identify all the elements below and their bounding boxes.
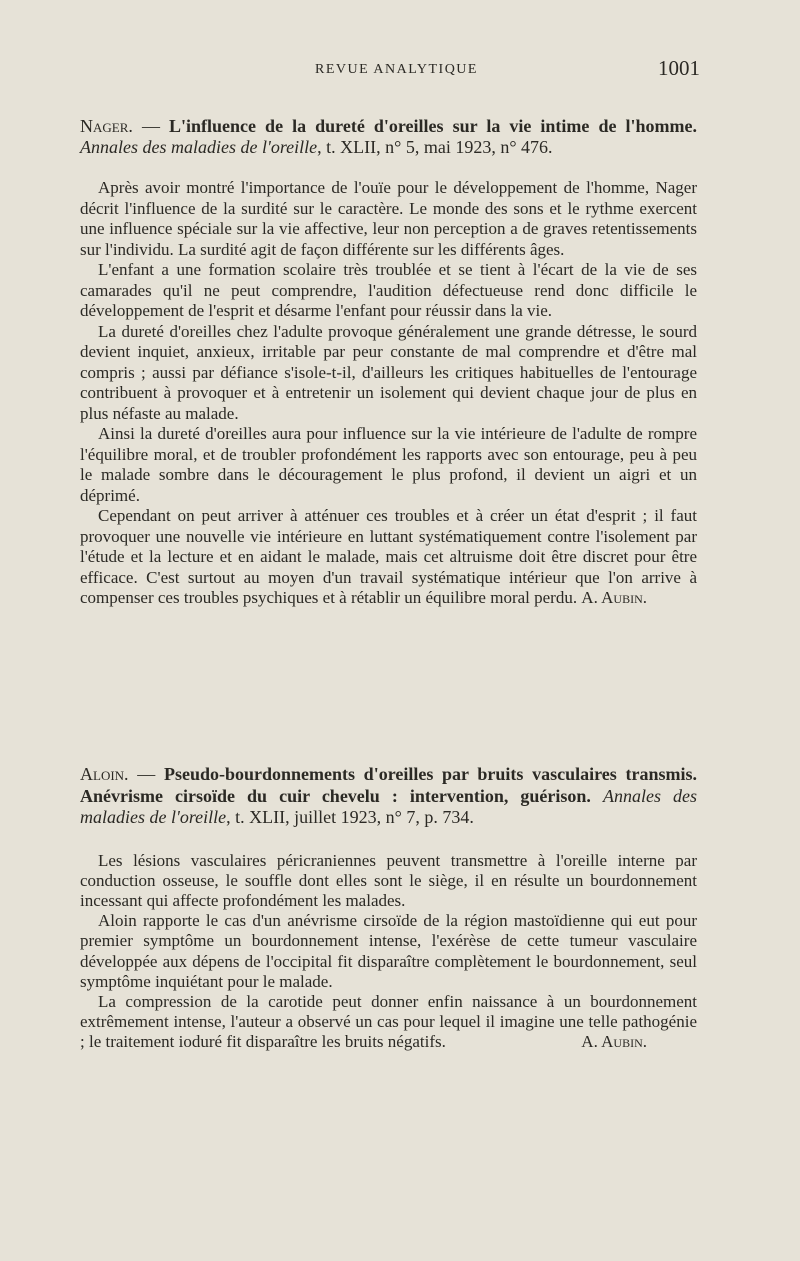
paragraph: Ainsi la dureté d'oreilles aura pour influence sur la vie intérieure de l'adulte de rompre l'équilibre moral, et de troubler profondément les rapports avec son entourage, peu à peu le malade sombre dans le découragement le plus profond, il devient un aigri et un déprimé. bbox=[80, 424, 697, 505]
article-body bbox=[80, 178, 697, 609]
article-nager bbox=[80, 116, 697, 609]
signature: A. Aubin. bbox=[581, 1032, 647, 1052]
running-head-title: REVUE ANALYTIQUE bbox=[315, 62, 478, 77]
paragraph-text: Cependant on peut arriver à atténuer ces troubles et à créer un état d'esprit ; il faut provoquer une nouvelle vie intérieure en luttant systématiquement contre l'isolement par l'étude et la lecture et en aidant le malade, mais cet altruisme doit être discret pour être efficace. C'est surtout au moyen d'un travail systématique intérieur que l'on arrive à compenser ces troubles psychiques et à rétablir un équilibre moral perdu. bbox=[80, 506, 697, 607]
article-author: Aloin. bbox=[80, 764, 129, 784]
page-number: 1001 bbox=[658, 56, 700, 80]
paragraph-last bbox=[80, 992, 697, 1053]
running-head bbox=[0, 56, 800, 86]
journal-name: Annales des maladies de l'oreille bbox=[80, 785, 697, 827]
journal-name: Annales des maladies de l'oreille bbox=[80, 137, 318, 157]
article-heading bbox=[80, 116, 697, 158]
heading-dash: — bbox=[132, 116, 169, 136]
paragraph-last bbox=[80, 506, 697, 609]
citation: , t. XLII, n° 5, mai 1923, n° 476. bbox=[317, 137, 553, 157]
article-title: L'influence de la dureté d'oreilles sur la vie intime de l'homme. bbox=[169, 116, 697, 136]
paragraph: Après avoir montré l'importance de l'ouïe pour le développement de l'homme, Nager décrit l'influence de la surdité sur le caractère. Le monde des sons et le rythme exercent une influence spéciale sur la vie affective, leur non perception a de graves retentissements sur l'individu. La surdité agit de façon différente sur les différents âges. bbox=[80, 178, 697, 259]
article-title: Pseudo-bourdonnements d'oreilles par bruits vasculaires transmis. Anévrisme cirsoïde du cuir chevelu : intervention, guérison. bbox=[80, 764, 697, 806]
article-heading bbox=[80, 764, 697, 829]
article-author: Nager. bbox=[80, 116, 133, 136]
paragraph: Aloin rapporte le cas d'un anévrisme cirsoïde de la région mastoïdienne qui eut pour premier symptôme un bourdonnement intense, l'exérèse de cette tumeur vasculaire développée aux dépens de l'occipital fit disparaître complètement le bourdonnement, seul symptôme inquiétant pour le malade. bbox=[80, 911, 697, 991]
signature: A. Aubin. bbox=[581, 588, 647, 607]
paragraph: L'enfant a une formation scolaire très troublée et se tient à l'écart de la vie de ses camarades qu'il ne peut comprendre, l'audition défectueuse rend donc difficile le développement de l'esprit et désarme l'enfant pour réussir dans la vie. bbox=[80, 260, 697, 320]
heading-dash: — bbox=[128, 764, 164, 784]
article-aloin bbox=[80, 764, 697, 1053]
paragraph-text: La compression de la carotide peut donner enfin naissance à un bourdonnement extrêmement intense, l'auteur a observé un cas pour lequel il imagine une telle pathogénie ; le traitement ioduré fit disparaître les bruits négatifs. bbox=[80, 991, 697, 1052]
paragraph: La dureté d'oreilles chez l'adulte provoque généralement une grande détresse, le sourd devient inquiet, anxieux, irritable par peur constante de mal comprendre et d'être mal compris ; aussi par défiance s'isole-t-il, d'ailleurs les critiques habituelles de l'entourage contribuent à provoquer et à entretenir un isolement qui devient chaque jour de plus en plus néfaste au malade. bbox=[80, 321, 697, 423]
citation: , t. XLII, juillet 1923, n° 7, p. 734. bbox=[226, 807, 474, 827]
article-body bbox=[80, 851, 697, 1053]
paragraph: Les lésions vasculaires péricraniennes peuvent transmettre à l'oreille interne par conduction osseuse, le souffle dont elles sont le siège, il en résulte un bourdonnement incessant qui affecte profondément les malades. bbox=[80, 850, 697, 910]
